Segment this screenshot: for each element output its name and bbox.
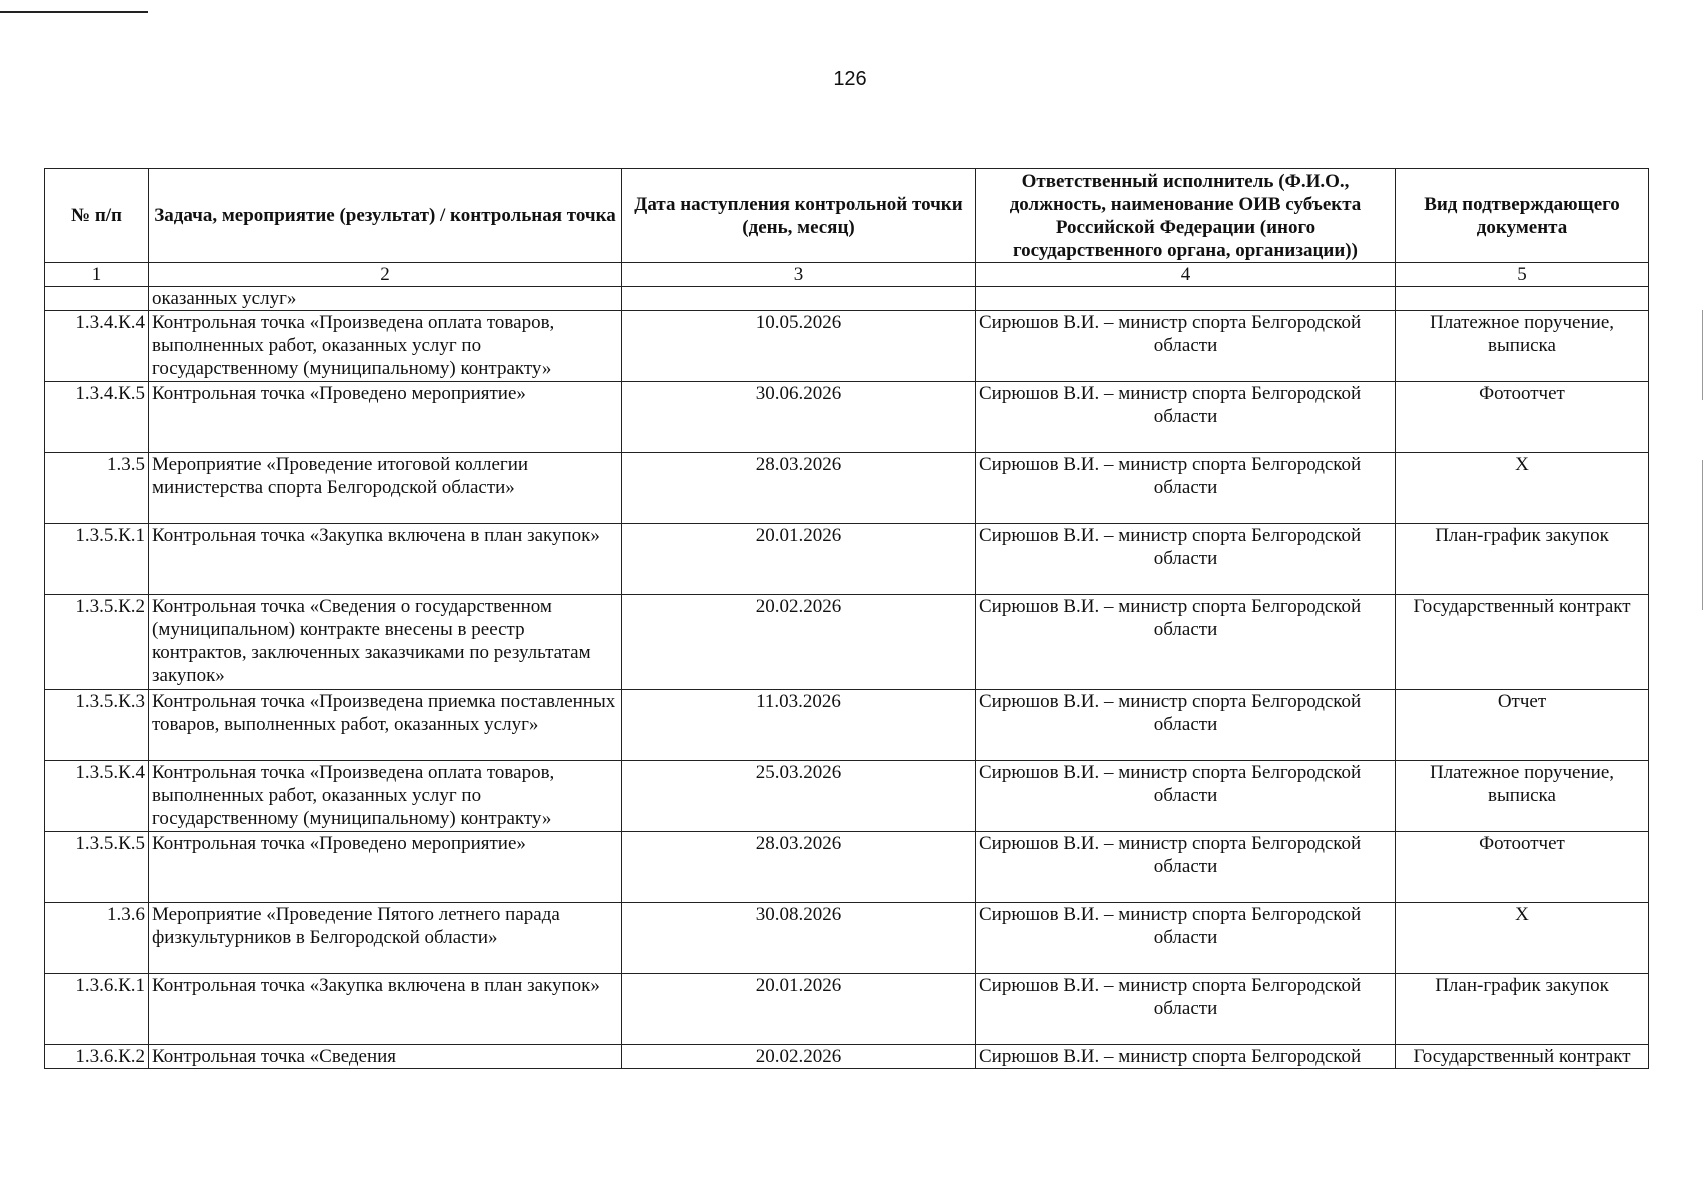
row-task: Контрольная точка «Произведена оплата товаров, выполненных работ, оказанных услуг по государственному (муниципальному) контракту»: [149, 761, 622, 832]
row-date: 25.03.2026: [622, 761, 976, 832]
responsible-region: области: [1153, 477, 1218, 498]
row-task: Контрольная точка «Проведено мероприятие»: [149, 382, 622, 453]
row-document: [1396, 287, 1649, 311]
row-number: 1.3.4.К.4: [45, 311, 149, 382]
row-number: 1.3.5.К.2: [45, 595, 149, 690]
row-document: Х: [1396, 903, 1649, 974]
row-responsible: [976, 524, 1396, 595]
responsible-region: области: [1153, 998, 1218, 1019]
row-date: 20.01.2026: [622, 974, 976, 1045]
header-date: Дата наступления контрольной точки (день, месяц): [622, 169, 976, 263]
responsible-region: области: [1153, 335, 1218, 356]
row-task: Мероприятие «Проведение Пятого летнего парада физкультурников в Белгородской области»: [149, 903, 622, 974]
row-date: 20.02.2026: [622, 1045, 976, 1069]
responsible-region: области: [1153, 785, 1218, 806]
row-responsible: [976, 287, 1396, 311]
responsible-line: Сирюшов В.И. – министр спорта Белгородской: [979, 691, 1362, 712]
row-task: Контрольная точка «Произведена приемка поставленных товаров, выполненных работ, оказанных услуг»: [149, 690, 622, 761]
header-document: Вид подтверждающего документа: [1396, 169, 1649, 263]
responsible-region: области: [1153, 856, 1218, 877]
row-responsible: [976, 690, 1396, 761]
responsible-line: Сирюшов В.И. – министр спорта Белгородской: [979, 975, 1362, 996]
table-row: [45, 595, 1649, 690]
table-header-row: [45, 169, 1649, 263]
control-points-table: [44, 168, 1649, 1069]
responsible-region: области: [1153, 548, 1218, 569]
row-number: 1.3.6.К.1: [45, 974, 149, 1045]
row-number: 1.3.6: [45, 903, 149, 974]
row-date: 28.03.2026: [622, 453, 976, 524]
column-number-row: [45, 263, 1649, 287]
responsible-region: области: [1153, 714, 1218, 735]
responsible-region: области: [1153, 406, 1218, 427]
table-row: [45, 1045, 1649, 1069]
row-task: Контрольная точка «Сведения о государственном (муниципальном) контракте внесены в реестр контрактов, заключенных заказчиками по результатам закупок»: [149, 595, 622, 690]
scan-edge-mark: [1702, 460, 1703, 610]
table-row: [45, 832, 1649, 903]
responsible-line: Сирюшов В.И. – министр спорта Белгородской: [979, 1046, 1362, 1067]
row-task: Контрольная точка «Произведена оплата товаров, выполненных работ, оказанных услуг по государственному (муниципальному) контракту»: [149, 311, 622, 382]
row-task: оказанных услуг»: [149, 287, 622, 311]
responsible-line: Сирюшов В.И. – министр спорта Белгородской: [979, 312, 1362, 333]
header-task: Задача, мероприятие (результат) / контрольная точка: [149, 169, 622, 263]
table-row: [45, 974, 1649, 1045]
column-number: 4: [976, 263, 1396, 287]
row-date: 11.03.2026: [622, 690, 976, 761]
row-date: 30.08.2026: [622, 903, 976, 974]
responsible-region: области: [1153, 927, 1218, 948]
row-date: 10.05.2026: [622, 311, 976, 382]
row-responsible: [976, 595, 1396, 690]
responsible-line: Сирюшов В.И. – министр спорта Белгородской: [979, 454, 1362, 475]
row-responsible: [976, 311, 1396, 382]
row-document: Фотоотчет: [1396, 382, 1649, 453]
column-number: 3: [622, 263, 976, 287]
row-number: [45, 287, 149, 311]
row-task: Контрольная точка «Проведено мероприятие»: [149, 832, 622, 903]
row-document: Государственный контракт: [1396, 595, 1649, 690]
row-number: 1.3.5.К.3: [45, 690, 149, 761]
row-responsible: [976, 903, 1396, 974]
row-responsible: [976, 1045, 1396, 1069]
header-responsible: Ответственный исполнитель (Ф.И.О., должность, наименование ОИВ субъекта Российской Федерации (иного государственного органа, организации)): [976, 169, 1396, 263]
row-date: 20.02.2026: [622, 595, 976, 690]
row-document: Отчет: [1396, 690, 1649, 761]
responsible-line: Сирюшов В.И. – министр спорта Белгородской: [979, 833, 1362, 854]
row-number: 1.3.4.К.5: [45, 382, 149, 453]
table-row: [45, 453, 1649, 524]
row-document: Платежное поручение, выписка: [1396, 761, 1649, 832]
responsible-line: Сирюшов В.И. – министр спорта Белгородской: [979, 525, 1362, 546]
page-number: 126: [833, 68, 867, 90]
table-row: [45, 524, 1649, 595]
header-number: № п/п: [45, 169, 149, 263]
responsible-line: Сирюшов В.И. – министр спорта Белгородской: [979, 383, 1362, 404]
row-responsible: [976, 974, 1396, 1045]
table-row: [45, 382, 1649, 453]
row-number: 1.3.6.К.2: [45, 1045, 149, 1069]
table-row: [45, 287, 1649, 311]
row-document: Государственный контракт: [1396, 1045, 1649, 1069]
row-responsible: [976, 382, 1396, 453]
row-task: Контрольная точка «Сведения: [149, 1045, 622, 1069]
column-number: 5: [1396, 263, 1649, 287]
row-task: Контрольная точка «Закупка включена в план закупок»: [149, 524, 622, 595]
table-row: [45, 903, 1649, 974]
row-document: Х: [1396, 453, 1649, 524]
row-number: 1.3.5.К.5: [45, 832, 149, 903]
row-responsible: [976, 832, 1396, 903]
row-number: 1.3.5.К.1: [45, 524, 149, 595]
table-row: [45, 761, 1649, 832]
row-number: 1.3.5: [45, 453, 149, 524]
row-document: План-график закупок: [1396, 974, 1649, 1045]
row-responsible: [976, 761, 1396, 832]
row-document: Фотоотчет: [1396, 832, 1649, 903]
scan-edge-line: [0, 11, 148, 13]
table-row: [45, 311, 1649, 382]
row-number: 1.3.5.К.4: [45, 761, 149, 832]
responsible-line: Сирюшов В.И. – министр спорта Белгородской: [979, 596, 1362, 617]
row-date: 28.03.2026: [622, 832, 976, 903]
column-number: 2: [149, 263, 622, 287]
row-date: 30.06.2026: [622, 382, 976, 453]
row-document: Платежное поручение, выписка: [1396, 311, 1649, 382]
responsible-line: Сирюшов В.И. – министр спорта Белгородской: [979, 904, 1362, 925]
responsible-region: области: [1153, 619, 1218, 640]
row-task: Контрольная точка «Закупка включена в план закупок»: [149, 974, 622, 1045]
row-date: 20.01.2026: [622, 524, 976, 595]
scan-edge-mark: [1702, 310, 1703, 400]
row-task: Мероприятие «Проведение итоговой коллегии министерства спорта Белгородской области»: [149, 453, 622, 524]
responsible-line: Сирюшов В.И. – министр спорта Белгородской: [979, 762, 1362, 783]
table-row: [45, 690, 1649, 761]
row-document: План-график закупок: [1396, 524, 1649, 595]
column-number: 1: [45, 263, 149, 287]
row-date: [622, 287, 976, 311]
row-responsible: [976, 453, 1396, 524]
